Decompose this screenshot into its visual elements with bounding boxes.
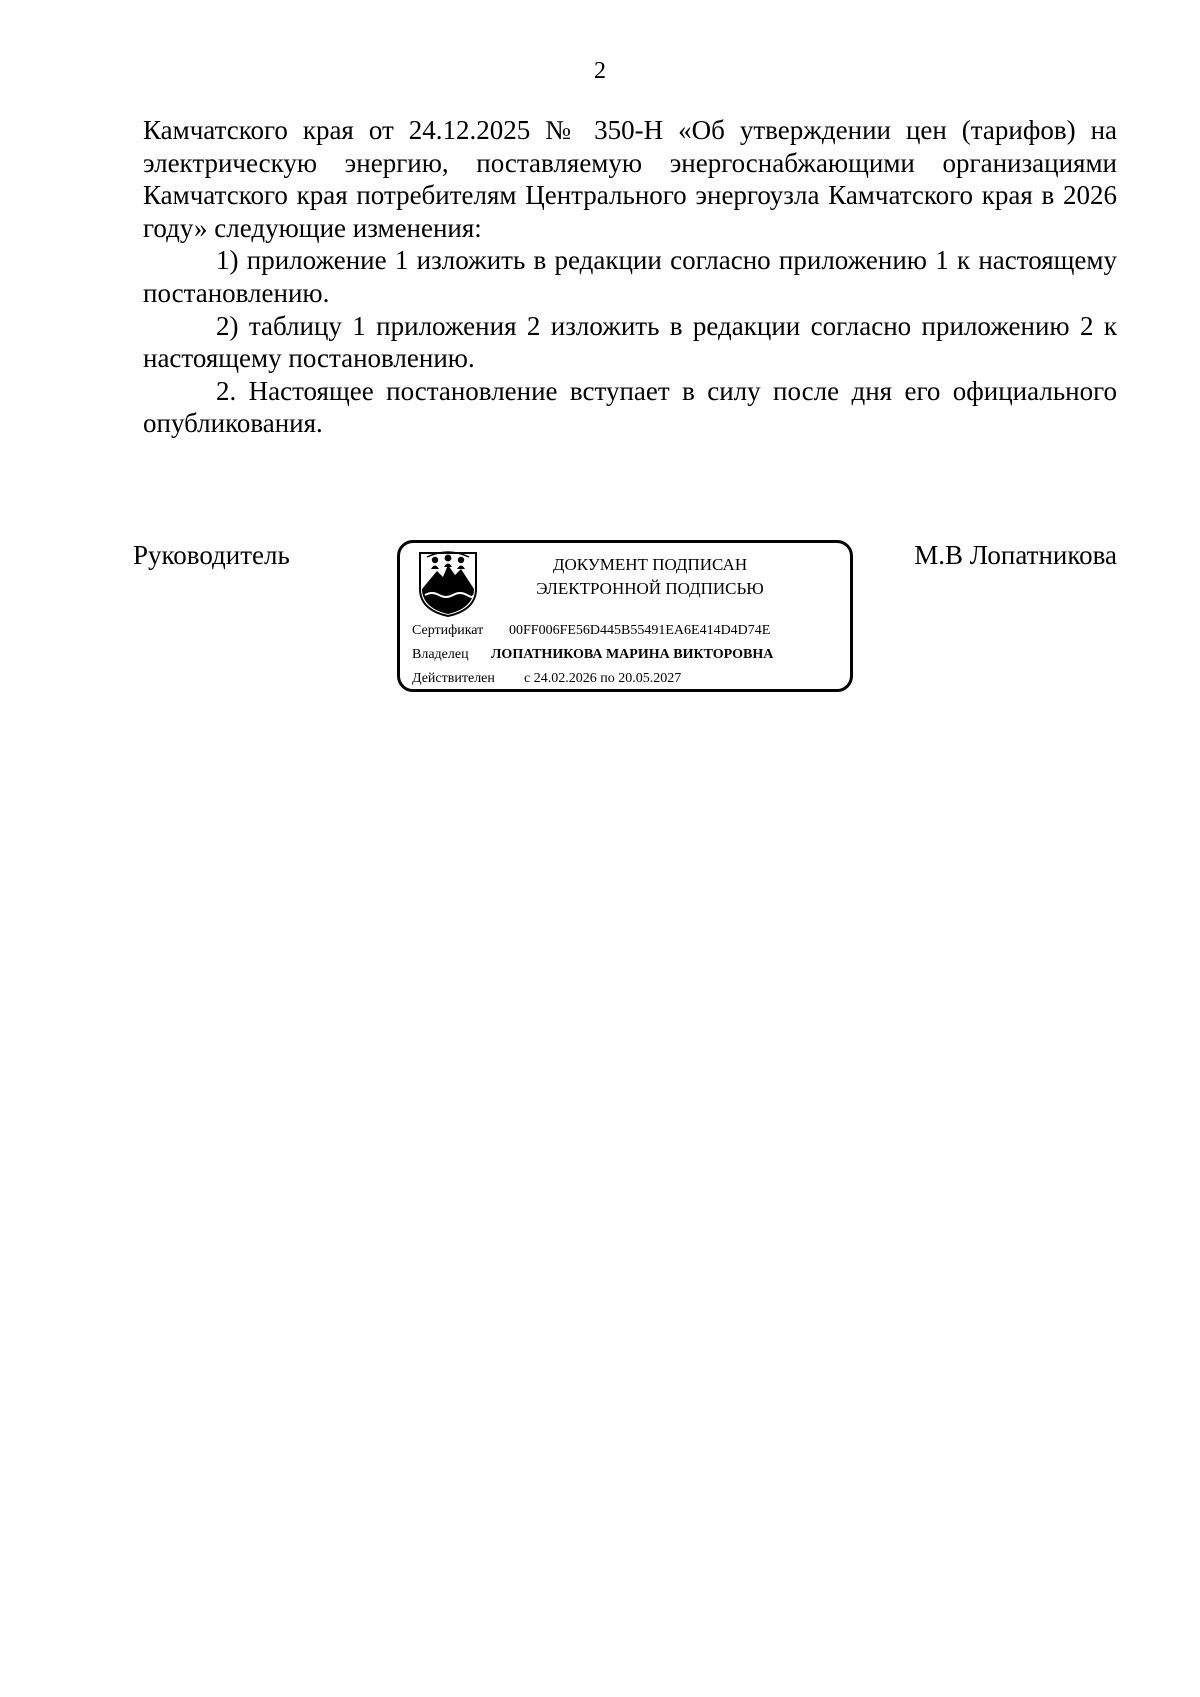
paragraph-3: 2) таблицу 1 приложения 2 изложить в редакции согласно приложению 2 к настоящему постановлению. xyxy=(143,310,1117,374)
certificate-row xyxy=(412,623,771,639)
stamp-title-line-1: ДОКУМЕНТ ПОДПИСАН xyxy=(552,555,748,574)
owner-row xyxy=(412,647,774,663)
paragraph-1: Камчатского края от 24.12.2025 № 350-Н «Об утверждении цен (тарифов) на электрическую энергию, поставляемую энергоснабжающими организациями Камчатского края потребителям Центрального энергоузла Камчатского края в 2026 году» следующие изменения: xyxy=(143,115,1117,243)
signatory-position: Руководитель xyxy=(133,540,290,570)
owner-label: Владелец xyxy=(412,647,469,662)
paragraph-2: 1) приложение 1 изложить в редакции согласно приложению 1 к настоящему постановлению. xyxy=(143,245,1117,308)
paragraph-4: 2. Настоящее постановление вступает в силу после дня его официального опубликования. xyxy=(143,375,1117,439)
validity-row xyxy=(412,671,682,687)
stamp-title-line-2: ЭЛЕКТРОННОЙ ПОДПИСЬЮ xyxy=(536,579,764,598)
signatory-name: М.В Лопатникова xyxy=(914,540,1117,570)
electronic-signature-stamp xyxy=(397,540,853,692)
owner-value: ЛОПАТНИКОВА МАРИНА ВИКТОРОВНА xyxy=(491,647,774,662)
stamp-title xyxy=(490,553,810,601)
certificate-value: 00FF006FE56D445B55491EA6E414D4D74E xyxy=(509,623,771,638)
document-body xyxy=(143,114,1117,440)
validity-label: Действителен xyxy=(412,671,495,686)
page-number: 2 xyxy=(594,58,606,84)
validity-value: с 24.02.2026 по 20.05.2027 xyxy=(524,671,682,686)
kamchatka-emblem-icon xyxy=(417,549,479,617)
certificate-label: Сертификат xyxy=(412,623,484,638)
